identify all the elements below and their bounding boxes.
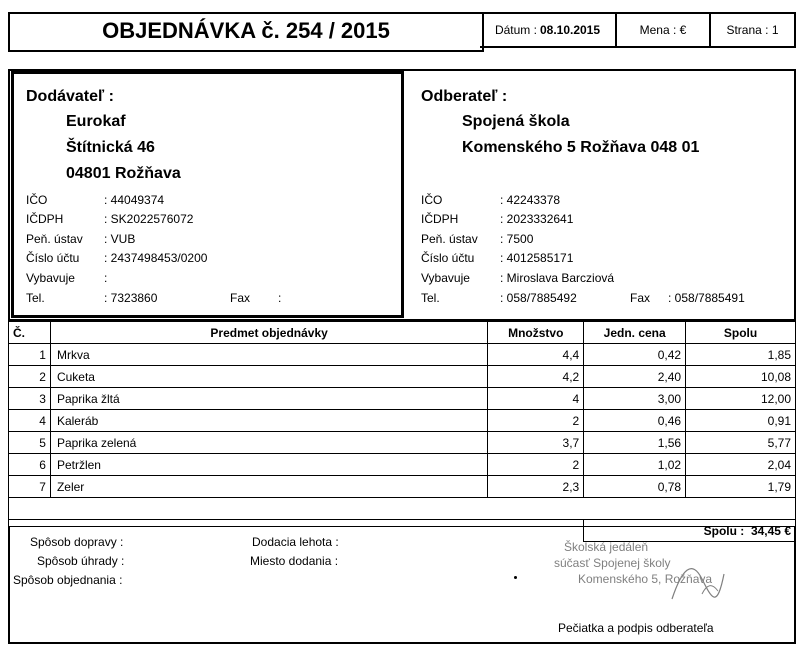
customer-tel-label: Tel. bbox=[421, 291, 440, 305]
table-row bbox=[9, 476, 796, 498]
row-total: 2,04 bbox=[686, 454, 796, 476]
customer-handler-label: Vybavuje bbox=[421, 271, 470, 285]
row-total: 1,85 bbox=[686, 344, 796, 366]
table-row bbox=[9, 410, 796, 432]
table-row bbox=[9, 454, 796, 476]
row-quantity: 2 bbox=[488, 454, 584, 476]
col-header-item: Predmet objednávky bbox=[50, 322, 487, 344]
row-total: 10,08 bbox=[686, 366, 796, 388]
delivery-place-label: Miesto dodania : bbox=[250, 554, 339, 568]
stamp-line-1: Školská jedáleň bbox=[564, 540, 649, 554]
customer-icdph-label: IČDPH bbox=[421, 212, 459, 226]
payment-label: Spôsob úhrady : bbox=[37, 554, 125, 568]
customer-tel: : 058/7885492 bbox=[500, 291, 577, 305]
currency-cell bbox=[617, 12, 711, 48]
table-header-row bbox=[9, 322, 796, 344]
row-unit-price: 0,78 bbox=[584, 476, 686, 498]
currency-value: € bbox=[679, 23, 687, 37]
row-number: 6 bbox=[9, 454, 51, 476]
date-label: Dátum : bbox=[494, 23, 537, 37]
table-row bbox=[9, 366, 796, 388]
customer-address: Komenského 5 Rožňava 048 01 bbox=[462, 139, 700, 156]
row-item: Kaleráb bbox=[50, 410, 487, 432]
row-total: 5,77 bbox=[686, 432, 796, 454]
customer-name: Spojená škola bbox=[462, 113, 570, 130]
row-unit-price: 0,42 bbox=[584, 344, 686, 366]
sum-label: Spolu : bbox=[703, 523, 745, 538]
order-title-box bbox=[8, 12, 484, 52]
official-stamp bbox=[552, 539, 732, 611]
customer-account-label: Číslo účtu bbox=[421, 251, 475, 265]
row-quantity: 4,2 bbox=[488, 366, 584, 388]
table-row bbox=[9, 344, 796, 366]
customer-ico-label: IČO bbox=[421, 193, 443, 207]
customer-bank-label: Peň. ústav bbox=[421, 232, 478, 246]
row-total: 12,00 bbox=[686, 388, 796, 410]
stamp-line-2: súčasť Spojenej školy bbox=[554, 556, 671, 570]
customer-bank: : 7500 bbox=[500, 232, 534, 246]
customer-icdph: : 2023332641 bbox=[500, 212, 574, 226]
row-item: Paprika žltá bbox=[50, 388, 487, 410]
date-cell bbox=[480, 12, 617, 48]
row-number: 5 bbox=[9, 432, 51, 454]
col-header-unit-price: Jedn. cena bbox=[584, 322, 686, 344]
supplier-icdph-label: IČDPH bbox=[26, 212, 64, 226]
row-total: 0,91 bbox=[686, 410, 796, 432]
supplier-tel-label: Tel. bbox=[26, 291, 45, 305]
transport-label: Spôsob dopravy : bbox=[30, 535, 124, 549]
supplier-ico-label: IČO bbox=[26, 193, 48, 207]
supplier-fax: : bbox=[278, 291, 282, 305]
supplier-heading: Dodávateľ : bbox=[26, 88, 114, 105]
row-number: 7 bbox=[9, 476, 51, 498]
supplier-street: Štítnická 46 bbox=[66, 139, 155, 156]
supplier-bank: : VUB bbox=[104, 232, 136, 246]
row-item: Paprika zelená bbox=[50, 432, 487, 454]
page-value: 1 bbox=[771, 23, 779, 37]
sum-value: 34,45 € bbox=[750, 523, 791, 538]
customer-handler: : Miroslava Barcziová bbox=[500, 271, 615, 285]
supplier-icdph: : SK2022576072 bbox=[104, 212, 194, 226]
row-unit-price: 2,40 bbox=[584, 366, 686, 388]
customer-fax: : 058/7885491 bbox=[668, 291, 745, 305]
supplier-ico: : 44049374 bbox=[104, 193, 165, 207]
customer-account: : 4012585171 bbox=[500, 251, 574, 265]
supplier-fax-label: Fax bbox=[230, 291, 251, 305]
table-row bbox=[9, 388, 796, 410]
customer-ico: : 42243378 bbox=[500, 193, 561, 207]
row-item: Petržlen bbox=[50, 454, 487, 476]
date-value: 08.10.2015 bbox=[539, 23, 601, 37]
supplier-account-label: Číslo účtu bbox=[26, 251, 80, 265]
row-quantity: 3,7 bbox=[488, 432, 584, 454]
row-unit-price: 0,46 bbox=[584, 410, 686, 432]
supplier-account: : 2437498453/0200 bbox=[104, 251, 208, 265]
row-item: Zeler bbox=[50, 476, 487, 498]
supplier-tel: : 7323860 bbox=[104, 291, 158, 305]
col-header-total: Spolu bbox=[686, 322, 796, 344]
stamp-line-3: Komenského 5, Rožňava bbox=[578, 572, 713, 586]
currency-label: Mena : bbox=[639, 23, 677, 37]
items-table bbox=[8, 321, 796, 542]
row-number: 1 bbox=[9, 344, 51, 366]
row-unit-price: 1,02 bbox=[584, 454, 686, 476]
row-quantity: 2 bbox=[488, 410, 584, 432]
supplier-name: Eurokaf bbox=[66, 113, 126, 130]
delivery-time-label: Dodacia lehota : bbox=[252, 535, 339, 549]
row-number: 2 bbox=[9, 366, 51, 388]
order-method-label: Spôsob objednania : bbox=[13, 573, 123, 587]
customer-heading: Odberateľ : bbox=[421, 88, 508, 105]
row-unit-price: 1,56 bbox=[584, 432, 686, 454]
spacer-row bbox=[9, 498, 796, 520]
order-title: OBJEDNÁVKA č. 254 / 2015 bbox=[102, 18, 390, 43]
row-quantity: 2,3 bbox=[488, 476, 584, 498]
row-number: 4 bbox=[9, 410, 51, 432]
signature-label: Pečiatka a podpis odberateľa bbox=[558, 621, 714, 635]
ink-dot bbox=[514, 576, 517, 579]
supplier-handler: : bbox=[104, 271, 108, 285]
page-label: Strana : bbox=[726, 23, 769, 37]
table-row bbox=[9, 432, 796, 454]
customer-fax-label: Fax bbox=[630, 291, 651, 305]
row-unit-price: 3,00 bbox=[584, 388, 686, 410]
row-item: Cuketa bbox=[50, 366, 487, 388]
col-header-quantity: Množstvo bbox=[488, 322, 584, 344]
row-quantity: 4 bbox=[488, 388, 584, 410]
row-item: Mrkva bbox=[50, 344, 487, 366]
row-quantity: 4,4 bbox=[488, 344, 584, 366]
supplier-handler-label: Vybavuje bbox=[26, 271, 75, 285]
supplier-city: 04801 Rožňava bbox=[66, 165, 181, 182]
row-number: 3 bbox=[9, 388, 51, 410]
row-total: 1,79 bbox=[686, 476, 796, 498]
page-cell bbox=[711, 12, 796, 48]
supplier-bank-label: Peň. ústav bbox=[26, 232, 83, 246]
col-header-number: Č. bbox=[9, 322, 51, 344]
